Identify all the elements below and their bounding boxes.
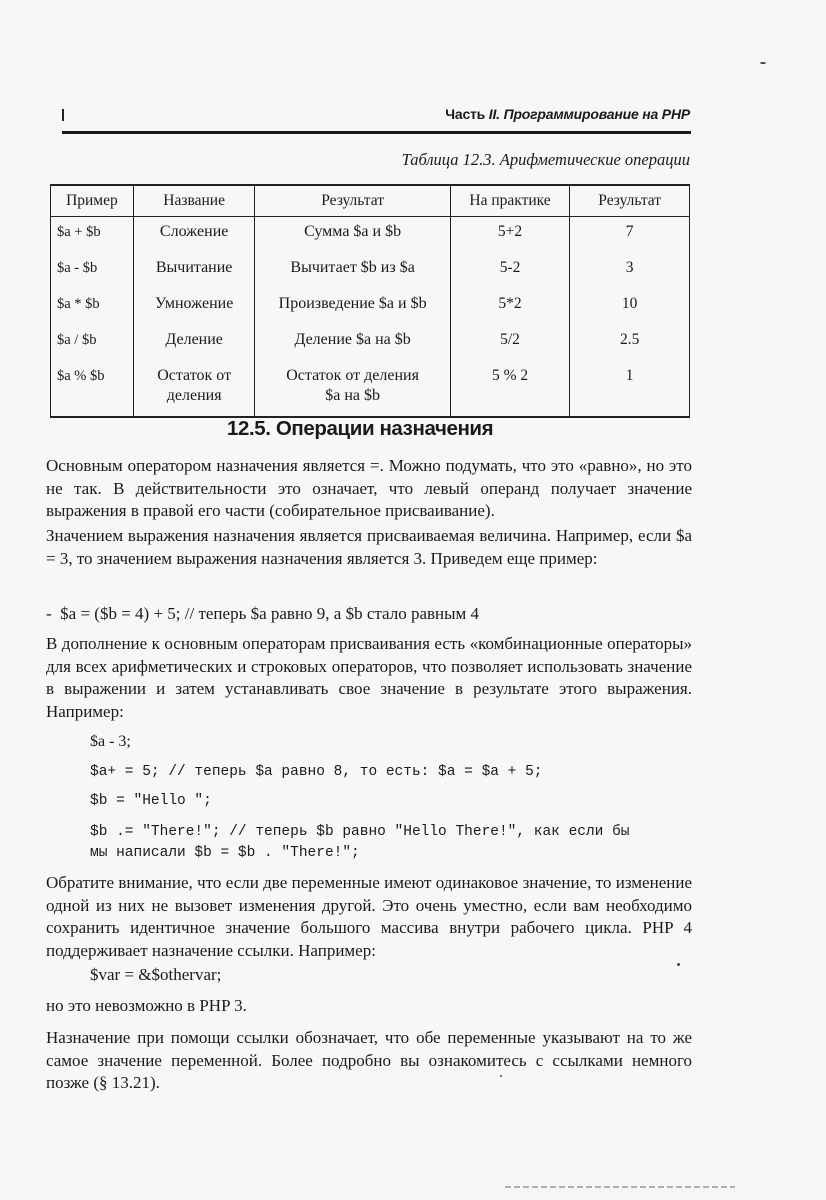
- cell-name-line: деления: [166, 387, 222, 404]
- table-caption: Таблица 12.3. Арифметические операции: [401, 150, 690, 169]
- cell-result: Вычитает $b из $a: [255, 253, 450, 289]
- arithmetic-operations-table: [50, 184, 690, 418]
- column-header-practice: На практике: [450, 185, 570, 217]
- cell-name: Деление: [133, 325, 255, 361]
- running-head-title: Часть II. Программирование на PHP: [445, 106, 690, 122]
- scan-speck: [677, 963, 680, 966]
- paragraph-combined-operators: В дополнение к основным операторам присваивания есть «комбинационные операторы» для всех арифметических и строковых операторов, что позволяет использовать значение в выражении и затем устанавливать свое значение в результате этого выражения. Например:: [46, 634, 692, 721]
- scan-speck: [760, 62, 766, 64]
- cell-value: 3: [570, 253, 690, 289]
- cell-practice: 5/2: [450, 325, 570, 361]
- cell-example: $a + $b: [51, 217, 134, 254]
- table-row: [51, 289, 690, 325]
- cell-result-line: Остаток от деления: [286, 367, 419, 384]
- cell-name: [133, 361, 255, 417]
- code-line: $b = "Hello ";: [90, 793, 212, 809]
- cell-result: Деление $a на $b: [255, 325, 450, 361]
- cell-practice: 5 % 2: [450, 361, 570, 417]
- paragraph-value: Значением выражения назначения является присваиваемая величина. Например, если $a = 3, то значением выражения назначения является 3. Приведем еще пример:: [46, 526, 692, 568]
- column-header-example: Пример: [51, 185, 134, 217]
- header-rule: [62, 131, 691, 134]
- table-row: [51, 325, 690, 361]
- table-row: [51, 217, 690, 254]
- code-reference-assignment: $var = &$othervar;: [90, 965, 222, 984]
- cell-result-line: $a на $b: [325, 387, 380, 404]
- code-line: $b .= "There!"; // теперь $b равно "Hello There!", как если бы: [90, 824, 630, 840]
- cell-value: 1: [570, 361, 690, 417]
- cell-name-line: Остаток от: [157, 367, 232, 384]
- cell-value: 2.5: [570, 325, 690, 361]
- cell-practice: 5+2: [450, 217, 570, 254]
- cell-name: Вычитание: [133, 253, 255, 289]
- code-line: $a - 3;: [90, 733, 131, 750]
- cell-name: Сложение: [133, 217, 255, 254]
- column-header-name: Название: [133, 185, 255, 217]
- cell-value: 7: [570, 217, 690, 254]
- cell-practice: 5-2: [450, 253, 570, 289]
- code-line: $a+ = 5; // теперь $a равно 8, то есть: $a = $a + 5;: [90, 764, 543, 780]
- cell-result: Произведение $a и $b: [255, 289, 450, 325]
- running-header: [60, 104, 692, 126]
- cell-example: $a * $b: [51, 289, 134, 325]
- column-header-value: Результат: [570, 185, 690, 217]
- section-heading: 12.5. Операции назначения: [227, 417, 494, 440]
- code-example-nested: - $a = ($b = 4) + 5; // теперь $a равно 9, а $b стало равным 4: [46, 604, 480, 623]
- paragraph-references: Обратите внимание, что если две переменные имеют одинаковое значение, то изменение одной из них не вызовет изменения другой. Это очень уместно, если вам необходимо сохранить идентичное значение большого массива внутри рабочего цикла. PHP 4 поддерживает назначение ссылки. Например:: [46, 873, 692, 960]
- cell-practice: 5*2: [450, 289, 570, 325]
- margin-mark: [62, 109, 64, 121]
- table-row: [51, 361, 690, 417]
- code-line: мы написали $b = $b . "There!";: [90, 845, 360, 861]
- cell-example: $a / $b: [51, 325, 134, 361]
- cell-name: Умножение: [133, 289, 255, 325]
- cell-example: $a - $b: [51, 253, 134, 289]
- scan-speck: [500, 1075, 502, 1077]
- cell-result: Сумма $a и $b: [255, 217, 450, 254]
- paragraph-reference-meaning: Назначение при помощи ссылки обозначает, что обе переменные указывают на то же самое значение переменной. Более подробно вы ознакомитесь с ссылками немного позже (§ 13.21).: [46, 1028, 692, 1092]
- paragraph-intro: Основным оператором назначения является =. Можно подумать, что это «равно», но это не так. В действительности это означает, что левый операнд получает значение выражения в правой его части (собирательное присваивание).: [46, 456, 692, 520]
- cell-value: 10: [570, 289, 690, 325]
- cell-result: [255, 361, 450, 417]
- scan-footer-line: [505, 1186, 735, 1188]
- paragraph-php3-note: но это невозможно в PHP 3.: [46, 996, 247, 1015]
- cell-example: $a % $b: [51, 361, 134, 417]
- table-row: [51, 253, 690, 289]
- column-header-result: Результат: [255, 185, 450, 217]
- table-header-row: [51, 185, 690, 217]
